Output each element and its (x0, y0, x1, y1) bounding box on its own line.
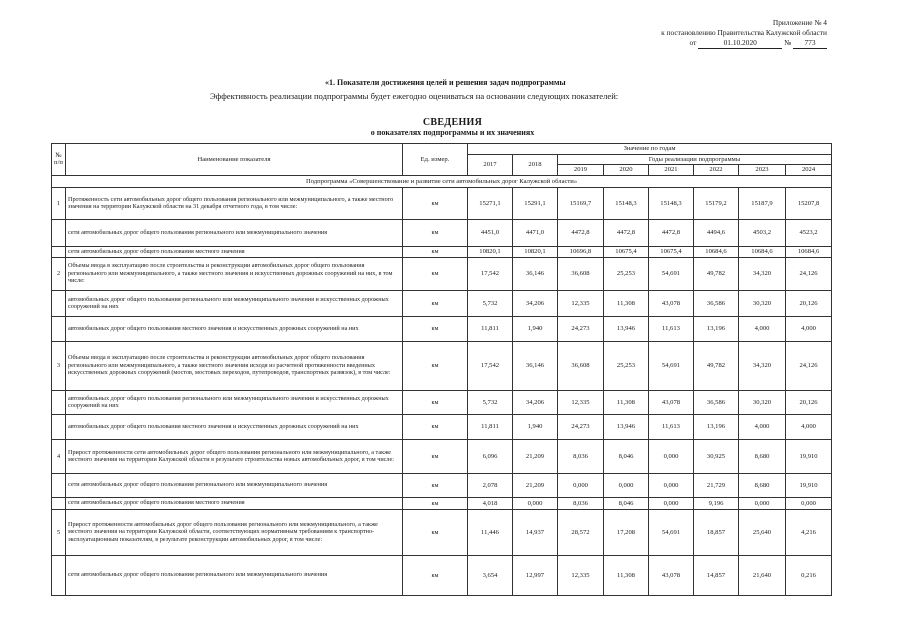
value-cell: 8,046 (604, 439, 649, 473)
value-cell: 4,000 (786, 316, 832, 341)
decree-date: 01.10.2020 (698, 38, 782, 49)
row-number (52, 290, 66, 316)
value-cell: 0,000 (513, 497, 558, 509)
value-cell: 10820,1 (468, 246, 513, 257)
row-number: 4 (52, 439, 66, 473)
appendix-label: Приложение № 4 (772, 18, 827, 27)
decree-label: к постановлению Правительства Калужской области (661, 28, 827, 37)
value-cell: 0,000 (649, 439, 694, 473)
unit-cell: км (403, 341, 468, 390)
value-cell: 34,320 (739, 341, 786, 390)
indicator-name: сети автомобильных дорог общего пользования регионального или межмуниципального значения (66, 219, 403, 246)
indicator-name: Протяженность сети автомобильных дорог общего пользования регионального или межмуниципального, а также местного значения на территории Калужской области на 31 декабря отчетного года, в том числе: (66, 187, 403, 219)
value-cell: 30,320 (739, 290, 786, 316)
value-cell: 0,000 (739, 497, 786, 509)
document-subtitle: о показателях подпрограммы и их значениях (370, 128, 535, 137)
value-cell: 14,857 (694, 555, 739, 595)
value-cell: 15271,1 (468, 187, 513, 219)
value-cell: 36,146 (513, 341, 558, 390)
value-cell: 0,000 (649, 497, 694, 509)
indicator-name: Объемы ввода в эксплуатацию после строительства и реконструкции автомобильных дорог общего пользования регионального или межмуниципального, а также местного значения исходя из расчетной протяженности введенных искусственных дорожных сооружений (мостов, мостовых переходов, путепроводов, транспортных развязок), в том числе: (66, 341, 403, 390)
value-cell: 36,608 (558, 341, 604, 390)
value-cell: 6,096 (468, 439, 513, 473)
unit-cell: км (403, 316, 468, 341)
table-row (52, 439, 832, 473)
value-cell: 4,000 (786, 414, 832, 439)
value-cell: 8,036 (558, 497, 604, 509)
table-row (52, 290, 832, 316)
table-row (52, 257, 832, 290)
document-title: СВЕДЕНИЯ (422, 117, 483, 128)
row-number (52, 497, 66, 509)
unit-cell: км (403, 497, 468, 509)
value-cell: 4494,6 (694, 219, 739, 246)
indicator-name: автомобильных дорог общего пользования регионального или межмуниципального значения и искусственных дорожных сооружений на них (66, 290, 403, 316)
value-cell: 0,000 (649, 473, 694, 497)
value-cell: 34,206 (513, 390, 558, 414)
value-cell: 10696,8 (558, 246, 604, 257)
value-cell: 19,910 (786, 439, 832, 473)
value-cell: 11,613 (649, 414, 694, 439)
section-title: «1. Показатели достижения целей и решения задач подпрограммы (325, 78, 566, 87)
value-cell: 5,732 (468, 290, 513, 316)
table-row (52, 509, 832, 555)
value-cell: 36,586 (694, 290, 739, 316)
value-cell: 11,308 (604, 290, 649, 316)
col-header-year: 2021 (649, 165, 694, 176)
indicator-name: сети автомобильных дорог общего пользования регионального или межмуниципального значения (66, 473, 403, 497)
col-header-impl-years: Годы реализации подпрограммы (558, 154, 832, 165)
unit-cell: км (403, 219, 468, 246)
value-cell: 5,732 (468, 390, 513, 414)
col-header-year: 2017 (468, 154, 513, 175)
row-number (52, 390, 66, 414)
row-number: 1 (52, 187, 66, 219)
row-number: 2 (52, 257, 66, 290)
value-cell: 10675,4 (604, 246, 649, 257)
unit-cell: км (403, 187, 468, 219)
col-header-num: № п/п (52, 144, 66, 176)
row-number (52, 473, 66, 497)
value-cell: 28,572 (558, 509, 604, 555)
value-cell: 43,078 (649, 390, 694, 414)
value-cell: 15148,3 (604, 187, 649, 219)
value-cell: 21,640 (739, 555, 786, 595)
value-cell: 21,729 (694, 473, 739, 497)
value-cell: 12,335 (558, 290, 604, 316)
value-cell: 4,000 (739, 316, 786, 341)
value-cell: 12,335 (558, 390, 604, 414)
from-label: от (689, 38, 697, 47)
value-cell: 4472,8 (649, 219, 694, 246)
value-cell: 24,126 (786, 341, 832, 390)
value-cell: 24,126 (786, 257, 832, 290)
indicator-name: Прирост протяженности сети автомобильных дорог общего пользования регионального или межмуниципального, а также местного значения на территории Калужской области в результате строительства новых автомобильных дорог, в том числе: (66, 439, 403, 473)
table-row (52, 187, 832, 219)
value-cell: 25,253 (604, 341, 649, 390)
value-cell: 17,542 (468, 341, 513, 390)
value-cell: 24,273 (558, 316, 604, 341)
col-header-name: Наименование показателя (66, 144, 403, 176)
value-cell: 15169,7 (558, 187, 604, 219)
value-cell: 0,216 (786, 555, 832, 595)
row-number (52, 316, 66, 341)
value-cell: 49,782 (694, 341, 739, 390)
value-cell: 15179,2 (694, 187, 739, 219)
value-cell: 2,078 (468, 473, 513, 497)
value-cell: 11,811 (468, 316, 513, 341)
subprogram-title: Подпрограмма «Совершенствование и развитие сети автомобильных дорог Калужской области» (52, 175, 832, 187)
col-header-year: 2019 (558, 165, 604, 176)
col-header-unit: Ед. измер. (403, 144, 468, 176)
unit-cell: км (403, 257, 468, 290)
row-number (52, 246, 66, 257)
value-cell: 4503,2 (739, 219, 786, 246)
value-cell: 13,196 (694, 316, 739, 341)
value-cell: 30,925 (694, 439, 739, 473)
value-cell: 54,691 (649, 257, 694, 290)
indicator-name: сети автомобильных дорог общего пользования местного значения (66, 246, 403, 257)
value-cell: 4451,0 (468, 219, 513, 246)
unit-cell: км (403, 473, 468, 497)
decree-reference (661, 18, 827, 49)
value-cell: 4471,0 (513, 219, 558, 246)
value-cell: 54,691 (649, 341, 694, 390)
decree-date-line (661, 38, 827, 49)
indicator-name: Прирост протяженности автомобильных дорог общего пользования регионального или межмуниципального, а также местного значения на территории Калужской области, соответствующих нормативным требованиям к транспортно-эксплуатационным показателям, в результате реконструкции автомобильных дорог, в том числе: (66, 509, 403, 555)
indicator-name: сети автомобильных дорог общего пользования местного значения (66, 497, 403, 509)
unit-cell: км (403, 390, 468, 414)
table-row (52, 341, 832, 390)
unit-cell: км (403, 414, 468, 439)
value-cell: 11,308 (604, 555, 649, 595)
value-cell: 54,691 (649, 509, 694, 555)
row-number: 5 (52, 509, 66, 555)
value-cell: 3,654 (468, 555, 513, 595)
table-row (52, 390, 832, 414)
value-cell: 11,613 (649, 316, 694, 341)
unit-cell: км (403, 246, 468, 257)
table-row (52, 497, 832, 509)
value-cell: 9,196 (694, 497, 739, 509)
value-cell: 20,126 (786, 390, 832, 414)
row-number (52, 414, 66, 439)
col-header-year: 2018 (513, 154, 558, 175)
value-cell: 30,320 (739, 390, 786, 414)
indicator-name: автомобильных дорог общего пользования местного значения и искусственных дорожных сооружений на них (66, 316, 403, 341)
value-cell: 11,446 (468, 509, 513, 555)
value-cell: 43,078 (649, 290, 694, 316)
table-row (52, 555, 832, 595)
value-cell: 1,940 (513, 316, 558, 341)
value-cell: 8,046 (604, 497, 649, 509)
unit-cell: км (403, 509, 468, 555)
row-number (52, 555, 66, 595)
value-cell: 15291,1 (513, 187, 558, 219)
col-header-year: 2024 (786, 165, 832, 176)
unit-cell: км (403, 290, 468, 316)
value-cell: 4,018 (468, 497, 513, 509)
value-cell: 18,857 (694, 509, 739, 555)
decree-number: 773 (793, 38, 827, 49)
indicator-name: автомобильных дорог общего пользования регионального или межмуниципального значения и искусственных дорожных сооружений на них (66, 390, 403, 414)
unit-cell: км (403, 555, 468, 595)
value-cell: 25,253 (604, 257, 649, 290)
indicators-table (51, 143, 832, 596)
value-cell: 34,206 (513, 290, 558, 316)
value-cell: 15207,8 (786, 187, 832, 219)
value-cell: 36,586 (694, 390, 739, 414)
value-cell: 17,208 (604, 509, 649, 555)
value-cell: 4523,2 (786, 219, 832, 246)
col-header-values-by-year: Значение по годам (468, 144, 832, 155)
table-row (52, 473, 832, 497)
row-number: 3 (52, 341, 66, 390)
value-cell: 4472,8 (604, 219, 649, 246)
unit-cell: км (403, 439, 468, 473)
value-cell: 13,946 (604, 316, 649, 341)
value-cell: 12,997 (513, 555, 558, 595)
value-cell: 34,320 (739, 257, 786, 290)
value-cell: 17,542 (468, 257, 513, 290)
indicator-name: Объемы ввода в эксплуатацию после строительства и реконструкции автомобильных дорог общего пользования регионального или межмуниципального, а также местного значения и искусственных дорожных сооружений на них, в том числе: (66, 257, 403, 290)
value-cell: 43,078 (649, 555, 694, 595)
value-cell: 8,036 (558, 439, 604, 473)
col-header-year: 2023 (739, 165, 786, 176)
table-row (52, 219, 832, 246)
intro-text: Эффективность реализации подпрограммы будет ежегодно оцениваться на основании следующих показателей: (210, 91, 619, 101)
value-cell: 1,940 (513, 414, 558, 439)
table-row (52, 316, 832, 341)
value-cell: 4472,8 (558, 219, 604, 246)
value-cell: 21,209 (513, 473, 558, 497)
value-cell: 4,000 (739, 414, 786, 439)
number-label: № (784, 38, 792, 47)
value-cell: 0,000 (558, 473, 604, 497)
row-number (52, 219, 66, 246)
value-cell: 4,216 (786, 509, 832, 555)
value-cell: 10675,4 (649, 246, 694, 257)
value-cell: 13,946 (604, 414, 649, 439)
table-row (52, 414, 832, 439)
value-cell: 8,680 (739, 473, 786, 497)
value-cell: 8,680 (739, 439, 786, 473)
value-cell: 49,782 (694, 257, 739, 290)
value-cell: 0,000 (604, 473, 649, 497)
indicator-name: автомобильных дорог общего пользования местного значения и искусственных дорожных сооружений на них (66, 414, 403, 439)
value-cell: 10684,6 (786, 246, 832, 257)
value-cell: 15187,9 (739, 187, 786, 219)
value-cell: 19,910 (786, 473, 832, 497)
col-header-year: 2022 (694, 165, 739, 176)
value-cell: 12,335 (558, 555, 604, 595)
value-cell: 36,608 (558, 257, 604, 290)
table-row (52, 246, 832, 257)
value-cell: 25,640 (739, 509, 786, 555)
value-cell: 0,000 (786, 497, 832, 509)
value-cell: 15148,3 (649, 187, 694, 219)
value-cell: 13,196 (694, 414, 739, 439)
value-cell: 10684,6 (694, 246, 739, 257)
value-cell: 20,126 (786, 290, 832, 316)
indicator-name: сети автомобильных дорог общего пользования регионального или межмуниципального значения (66, 555, 403, 595)
value-cell: 10820,1 (513, 246, 558, 257)
value-cell: 11,308 (604, 390, 649, 414)
value-cell: 14,937 (513, 509, 558, 555)
col-header-year: 2020 (604, 165, 649, 176)
value-cell: 21,209 (513, 439, 558, 473)
value-cell: 11,811 (468, 414, 513, 439)
value-cell: 10684,6 (739, 246, 786, 257)
value-cell: 36,146 (513, 257, 558, 290)
value-cell: 24,273 (558, 414, 604, 439)
